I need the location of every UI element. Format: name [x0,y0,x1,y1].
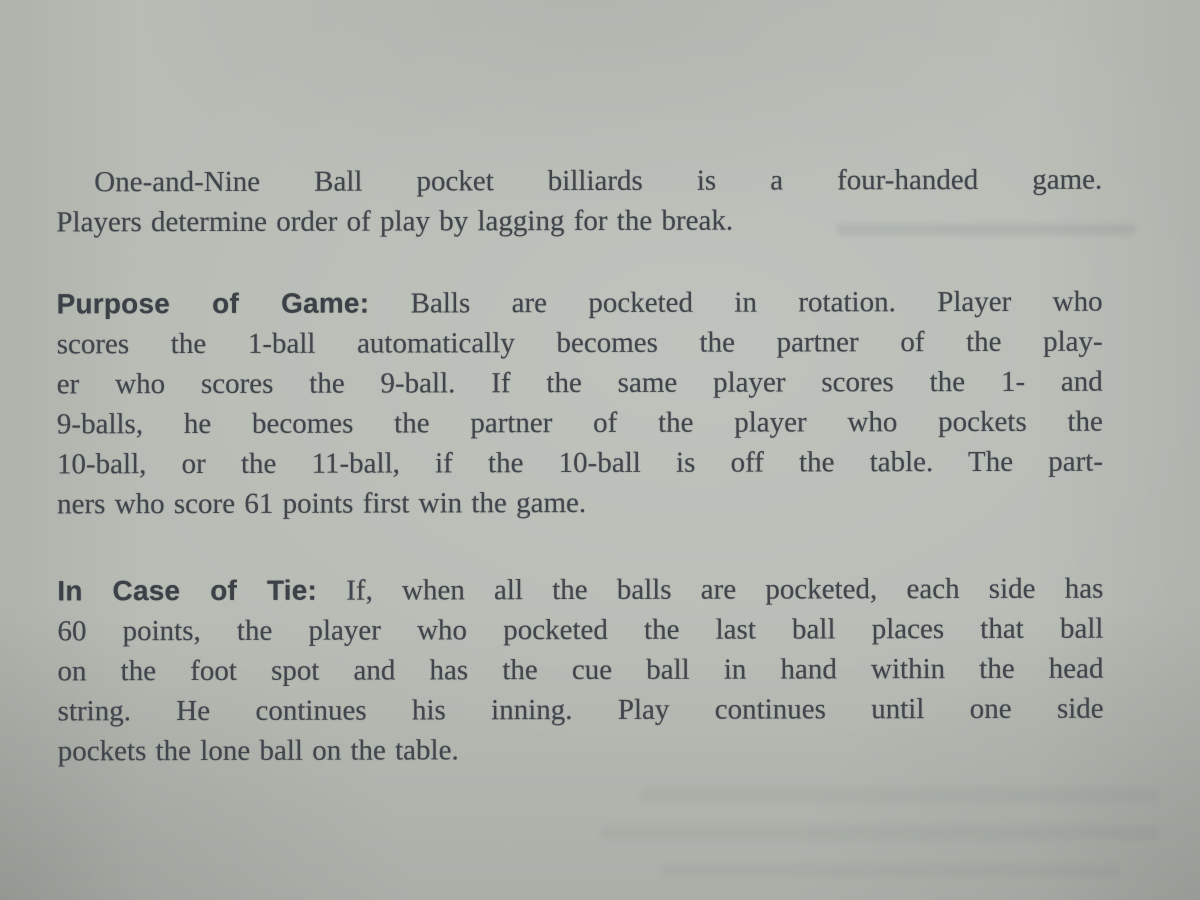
bleed-through-smudge [660,864,1120,878]
text-line: Players determine order of play by lagging for the break. [56,204,734,239]
bleed-through-smudge [836,224,1136,235]
text-line: ners who score 61 points first win the game. [57,486,587,521]
text-line [57,282,1103,325]
text-line: scores the 1-ball automatically becomes the partner of the play- [56,325,1103,361]
bleed-through-smudge [600,826,1160,840]
text-line: on the foot spot and has the cue ball in hand within the head [57,652,1104,688]
text-line: string. He continues his inning. Play continues until one side [57,692,1104,728]
bleed-through-smudge [640,788,1160,802]
text-line: 9-balls, he becomes the partner of the player who pockets the [56,405,1103,441]
page-text-block [56,160,1104,772]
text-line: 10-ball, or the 11-ball, if the 10-ball is off the table. The part- [56,445,1104,481]
in-case-of-tie-paragraph [57,569,1104,772]
text-line-fragment: If, when all the balls are pocketed, each side has [346,572,1104,607]
in-case-of-tie-heading: In Case of Tie: [57,574,318,607]
text-line: er who scores the 9-ball. If the same player scores the 1- and [56,365,1103,401]
text-line: 60 points, the player who pocketed the last ball places that ball [57,612,1104,648]
text-line: One-and-Nine Ball pocket billiards is a four-handed game. [94,163,1103,199]
purpose-of-game-paragraph [57,282,1104,525]
text-line: pockets the lone ball on the table. [57,734,459,768]
purpose-of-game-heading: Purpose of Game: [56,287,370,320]
text-line [57,569,1103,612]
text-line-fragment: Balls are pocketed in rotation. Player who [410,285,1103,320]
